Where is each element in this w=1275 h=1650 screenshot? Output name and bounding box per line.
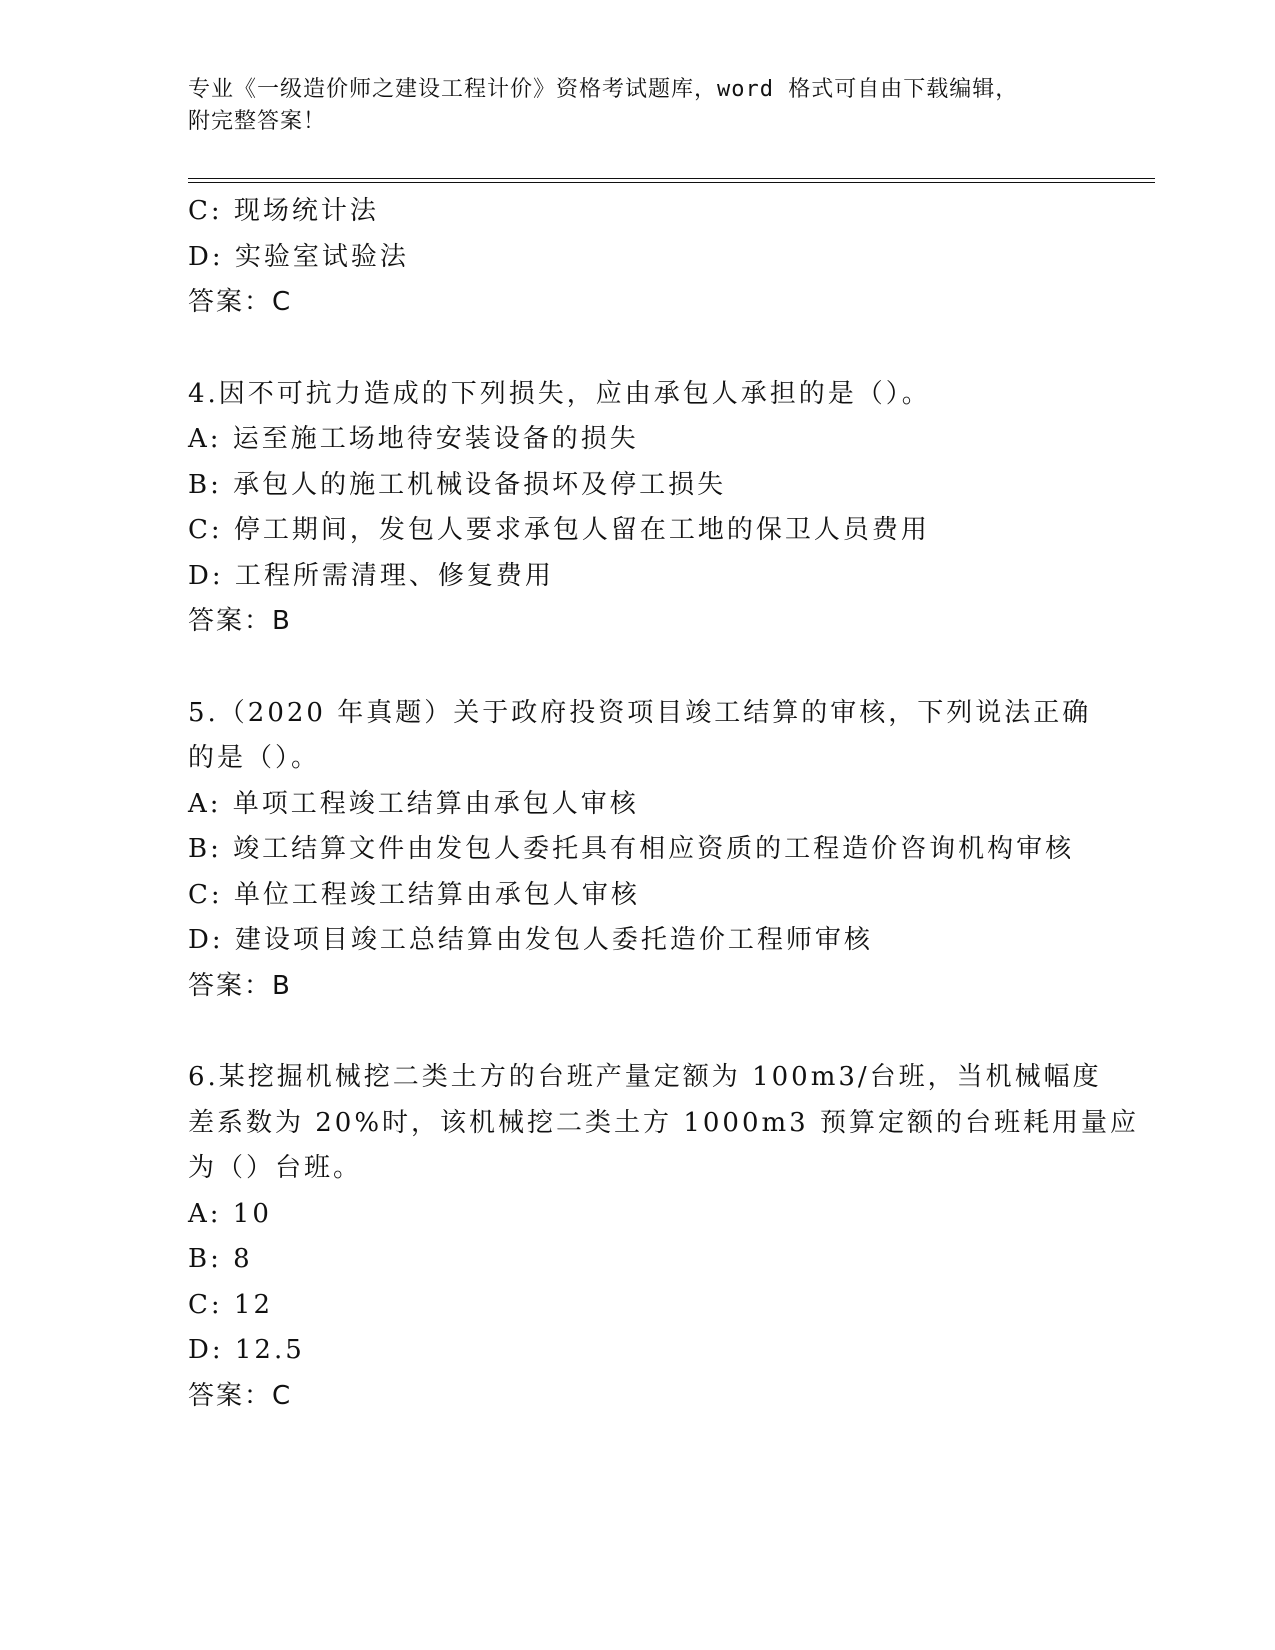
option-b: B: 8 — [188, 1244, 253, 1274]
option-b: B: 竣工结算文件由发包人委托具有相应资质的工程造价咨询机构审核 — [188, 834, 1075, 864]
option-c: C: 12 — [188, 1289, 274, 1320]
question-stem-line-2: 差系数为 20%时，该机械挖二类土方 1000m3 预算定额的台班耗用量应 — [188, 1107, 1139, 1138]
question-6 — [188, 1055, 1139, 1419]
question-stem-line-1: 5.（2020 年真题）关于政府投资项目竣工结算的审核，下列说法正确 — [188, 697, 1092, 728]
answer: 答案：B — [188, 606, 292, 636]
spacer — [188, 326, 1088, 372]
header-divider-top — [188, 178, 1155, 179]
option-c: C: 单位工程竣工结算由承包人审核 — [188, 879, 640, 910]
question-stem-line-3: 为（）台班。 — [188, 1153, 363, 1183]
answer: 答案：C — [188, 287, 293, 317]
header-line-1: 专业《一级造价师之建设工程计价》资格考试题库，word 格式可自由下载编辑， — [188, 77, 1019, 102]
option-c: C: 停工期间，发包人要求承包人留在工地的保卫人员费用 — [188, 515, 930, 545]
question-content — [188, 189, 1139, 1419]
spacer — [188, 1009, 1088, 1055]
question-5 — [188, 691, 1092, 1010]
option-b: B: 承包人的施工机械设备损坏及停工损失 — [188, 469, 727, 500]
option-d: D: 工程所需清理、修复费用 — [188, 560, 554, 591]
option-a: A: 运至施工场地待安装设备的损失 — [188, 424, 639, 454]
question-stem-line-1: 6.某挖掘机械挖二类土方的台班产量定额为 100m3/台班，当机械幅度 — [188, 1062, 1102, 1092]
option-d: D: 建设项目竣工总结算由发包人委托造价工程师审核 — [188, 925, 873, 955]
header-line-2: 附完整答案！ — [188, 109, 327, 134]
option-d: D: 12.5 — [188, 1335, 305, 1365]
option-c: C: 现场统计法 — [188, 196, 379, 226]
option-d: D: 实验室试验法 — [188, 241, 409, 272]
question-4 — [188, 372, 1088, 645]
option-a: A: 10 — [188, 1198, 272, 1229]
answer: 答案：C — [188, 1380, 293, 1411]
document-header — [188, 74, 1088, 138]
question-stem: 4.因不可抗力造成的下列损失，应由承包人承担的是（）。 — [188, 378, 931, 409]
spacer — [188, 645, 1088, 691]
option-a: A: 单项工程竣工结算由承包人审核 — [188, 788, 639, 819]
question-stem-line-2: 的是（）。 — [188, 743, 321, 773]
question-3 — [188, 189, 1088, 326]
answer: 答案：B — [188, 970, 292, 1001]
header-divider-bottom — [188, 182, 1155, 183]
